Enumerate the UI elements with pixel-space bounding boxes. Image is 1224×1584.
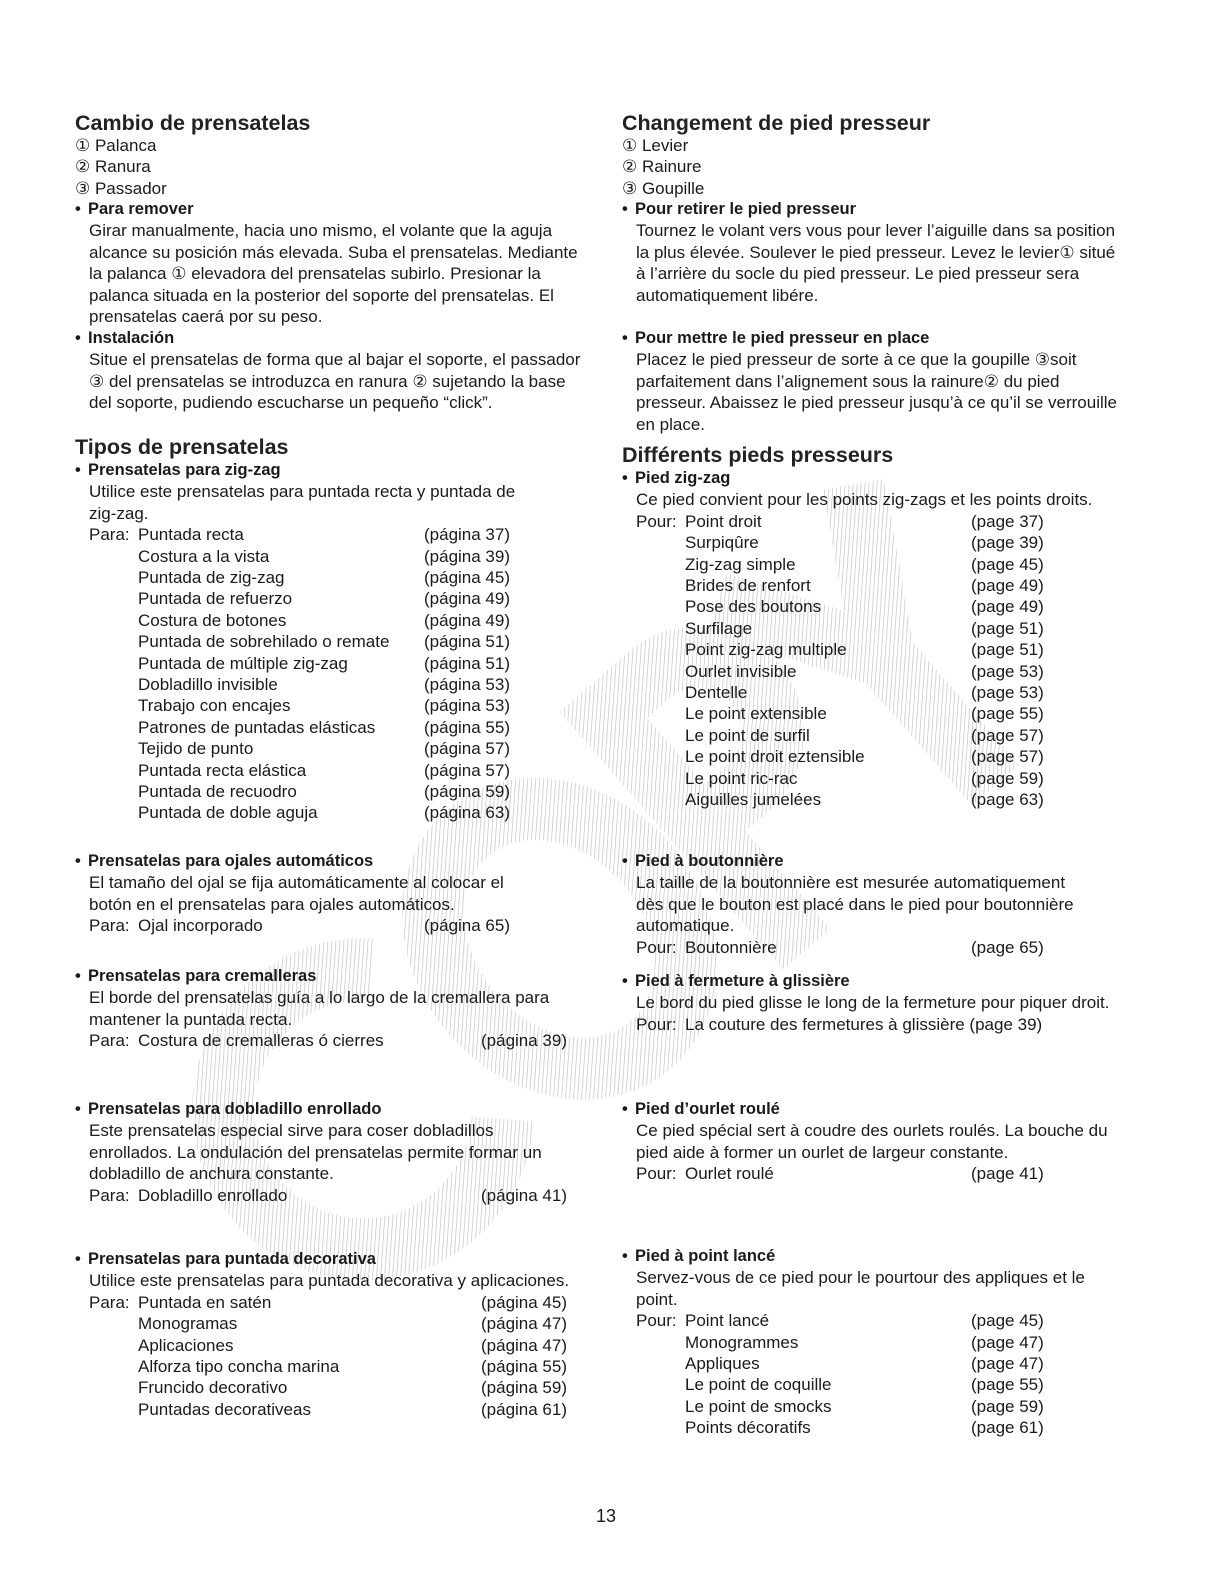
page-reference: (página 45)	[481, 1292, 568, 1312]
reference-item: Puntada recta	[138, 525, 244, 545]
reference-item: Le point droit eztensible	[685, 747, 865, 767]
page-reference: (página 57)	[424, 739, 511, 759]
paragraph-line: mantener la puntada recta.	[89, 1009, 293, 1029]
reference-item: Surpiqûre	[685, 533, 759, 553]
usage-label: Pour:	[636, 511, 677, 531]
reference-row	[89, 1185, 568, 1206]
subsection-title	[75, 966, 549, 987]
usage-label: Para:	[89, 1185, 130, 1205]
reference-item: Aplicaciones	[138, 1335, 234, 1355]
reference-item: Point lancé	[685, 1311, 770, 1331]
reference-item: Puntadas decorativeas	[138, 1399, 311, 1419]
reference-item: Fruncido decorativo	[138, 1378, 288, 1398]
subsection-title-text: Pour mettre le pied presseur en place	[635, 329, 930, 347]
page-number: 13	[596, 1506, 617, 1526]
paragraph-line: Servez-vous de ce pied pour le pourtour des appliques et le	[636, 1268, 1085, 1288]
reference-row	[89, 802, 515, 823]
bullet-icon: •	[622, 469, 628, 487]
page-reference: (page 47)	[971, 1332, 1044, 1352]
bullet-icon: •	[75, 1250, 81, 1268]
paragraph-line: Placez le pied presseur de sorte à ce que la goupille ③soit	[636, 350, 1077, 370]
subsection-title-text: Prensatelas para puntada decorativa	[88, 1250, 376, 1268]
reference-item: Aiguilles jumelées	[685, 789, 822, 809]
reference-row	[636, 1332, 1085, 1353]
subsection-title-text: Prensatelas para dobladillo enrollado	[88, 1100, 382, 1118]
paragraph-line: pied aide à former un ourlet de largeur constante.	[636, 1142, 1009, 1162]
reference-item: Appliques	[685, 1354, 760, 1373]
reference-item: Points décoratifs	[685, 1418, 811, 1438]
reference-row	[636, 575, 1092, 596]
section-bullet	[622, 851, 1074, 958]
reference-row	[636, 618, 1092, 639]
subsection-body	[75, 220, 578, 327]
reference-item: Dobladillo enrollado	[138, 1185, 288, 1205]
paragraph-line: ③ del prensatelas se introduzca en ranura ② sujetando la base	[89, 371, 566, 391]
reference-row	[636, 703, 1092, 724]
reference-row	[89, 717, 515, 738]
section-bullet	[622, 199, 1115, 306]
reference-row	[89, 738, 515, 759]
reference-row	[89, 1399, 569, 1420]
paragraph-line: Ce pied convient pour les points zig-zags et les points droits.	[636, 490, 1093, 510]
legend-item: ① Levier	[622, 136, 689, 155]
reference-item: Costura de botones	[138, 610, 287, 630]
page-reference: (page 55)	[971, 704, 1044, 724]
reference-row	[636, 1163, 1108, 1184]
reference-item: Puntada de sobrehilado o remate	[138, 632, 390, 652]
reference-row	[636, 789, 1092, 810]
legend-item: ① Palanca	[75, 136, 157, 155]
reference-row	[636, 746, 1092, 767]
usage-label: Pour:	[636, 937, 677, 957]
paragraph-line: Le bord du pied glisse le long de la fermeture pour piquer droit.	[636, 993, 1110, 1013]
page-reference: (página 47)	[481, 1335, 568, 1355]
reference-item: Le point de smocks	[685, 1396, 832, 1416]
bullet-icon: •	[622, 852, 628, 870]
page-reference: (page 53)	[971, 661, 1044, 681]
section-bullet	[75, 460, 515, 824]
reference-row	[89, 760, 515, 781]
page-reference: (page 49)	[971, 597, 1044, 617]
subsection-title	[622, 1099, 1108, 1120]
page-reference: (page 39)	[971, 533, 1044, 553]
reference-item: Boutonnière	[685, 937, 777, 957]
reference-row	[636, 725, 1092, 746]
paragraph-line: Utilice este prensatelas para puntada recta y puntada de	[89, 482, 516, 502]
subsection-title-text: Pied zig-zag	[635, 469, 731, 487]
subsection-title-text: Instalación	[88, 329, 175, 347]
subsection-title-text: Para remover	[88, 200, 194, 218]
subsection-title	[622, 971, 1109, 992]
reference-item: Puntada recta elástica	[138, 760, 307, 780]
subsection-body	[622, 1120, 1108, 1184]
usage-label: Para:	[89, 916, 130, 936]
subsection-title-text: Pied d’ourlet roulé	[635, 1100, 780, 1118]
bullet-icon: •	[75, 329, 81, 347]
reference-item: Zig-zag simple	[685, 554, 796, 574]
bullet-icon: •	[622, 200, 628, 218]
paragraph-line: point.	[636, 1289, 678, 1309]
page-reference: (página 53)	[424, 674, 511, 694]
subsection-body	[622, 220, 1115, 306]
page-reference: (página 39)	[424, 546, 511, 566]
subsection-body	[75, 1270, 569, 1420]
paragraph-line: automatiquement libére.	[636, 285, 819, 305]
subsection-body	[622, 872, 1074, 958]
paragraph-line: enrollados. La ondulación del prensatelas permite formar un	[89, 1142, 542, 1162]
page-reference: (page 37)	[971, 511, 1044, 531]
section-bullet	[75, 1099, 568, 1206]
section-bullet	[75, 1249, 569, 1420]
section-plain	[75, 135, 167, 199]
paragraph-line: à l’arrière du socle du pied presseur. Le pied presseur sera	[636, 264, 1080, 284]
section-plain	[622, 135, 704, 199]
reference-item: Trabajo con encajes	[138, 696, 291, 716]
page-reference: (página 63)	[424, 803, 511, 823]
reference-row	[89, 567, 515, 588]
paragraph-line: presseur. Abaissez le pied presseur jusqu’à ce qu’il se verrouille	[636, 393, 1117, 413]
page-reference: (page 45)	[971, 554, 1044, 574]
paragraph-line: del soporte, pudiendo escucharse un pequeño “click”.	[89, 393, 493, 413]
page-reference: (page 53)	[971, 682, 1044, 702]
reference-row	[636, 532, 1092, 553]
subsection-body	[75, 987, 568, 1051]
paragraph-line: prensatelas caerá por su peso.	[89, 307, 323, 327]
reference-item: Costura de cremalleras ó cierres	[138, 1031, 384, 1051]
bullet-icon: •	[75, 1100, 81, 1118]
subsection-body	[622, 1267, 1085, 1438]
paragraph-line: botón en el prensatelas para ojales automáticos.	[89, 894, 455, 914]
reference-row	[89, 1313, 569, 1334]
subsection-title	[622, 851, 1074, 872]
subsection-body	[75, 872, 511, 936]
section-heading	[622, 442, 893, 466]
page-reference: (página 59)	[481, 1378, 568, 1398]
reference-item: Surfilage	[685, 618, 753, 638]
reference-row	[636, 1374, 1085, 1395]
section-heading	[75, 110, 310, 134]
reference-item: Puntada en satén	[138, 1292, 272, 1312]
reference-item: Ourlet invisible	[685, 661, 797, 681]
bullet-icon: •	[622, 1100, 628, 1118]
legend-item: ③ Goupille	[622, 178, 705, 198]
subsection-title	[622, 328, 1117, 349]
reference-row	[636, 1417, 1085, 1438]
subsection-title-text: Pied à point lancé	[635, 1247, 776, 1265]
paragraph-line: La taille de la boutonnière est mesurée automatiquement	[636, 873, 1066, 893]
reference-row	[636, 1310, 1085, 1331]
usage-label: Pour:	[636, 1164, 677, 1184]
reference-item: La couture des fermetures à glissière (page 39)	[685, 1014, 1043, 1034]
reference-row	[636, 682, 1092, 703]
subsection-title	[75, 1099, 542, 1120]
section-bullet	[75, 199, 578, 327]
reference-item: Le point de surfil	[685, 725, 810, 745]
subsection-title-text: Pour retirer le pied presseur	[635, 200, 857, 218]
page-reference: (página 41)	[481, 1185, 568, 1205]
page-reference: (page 45)	[971, 1311, 1044, 1331]
reference-row	[89, 610, 515, 631]
page-reference: (página 57)	[424, 760, 511, 780]
subsection-title	[75, 460, 515, 481]
subsection-title	[622, 1246, 1085, 1267]
reference-item: Point droit	[685, 511, 762, 531]
paragraph-line: Utilice este prensatelas para puntada decorativa y aplicaciones.	[89, 1271, 570, 1291]
subsection-title	[75, 199, 578, 220]
subsection-title	[75, 851, 504, 872]
section-heading	[622, 110, 930, 134]
reference-item: Puntada de doble aguja	[138, 803, 318, 823]
reference-item: Le point de coquille	[685, 1375, 832, 1395]
bullet-icon: •	[75, 967, 81, 985]
page-reference: (página 39)	[481, 1031, 568, 1051]
subsection-body	[75, 481, 515, 823]
reference-item: Costura a la vista	[138, 546, 270, 566]
reference-item: Tejido de punto	[138, 739, 254, 759]
subsection-body	[75, 1120, 568, 1206]
subsection-body	[622, 489, 1092, 810]
reference-item: Dentelle	[685, 682, 748, 702]
bullet-icon: •	[75, 461, 81, 479]
reference-row	[636, 1353, 1085, 1374]
section-bullet	[622, 328, 1117, 435]
usage-label: Para:	[89, 525, 130, 545]
reference-row	[89, 524, 515, 545]
reference-row	[89, 781, 515, 802]
subsection-title	[75, 328, 580, 349]
paragraph-line: El borde del prensatelas guía a lo largo de la cremallera para	[89, 988, 550, 1008]
paragraph-line: Tournez le volant vers vous pour lever l’aiguille dans sa position	[636, 221, 1116, 241]
reference-row	[89, 695, 515, 716]
reference-row	[89, 546, 515, 567]
page-reference: (página 61)	[481, 1399, 568, 1419]
bullet-icon: •	[622, 329, 628, 347]
reference-item: Point zig-zag multiple	[685, 640, 847, 660]
page-reference: (página 53)	[424, 696, 511, 716]
legend-item: ② Rainure	[622, 157, 702, 177]
subsection-title-text: Prensatelas para cremalleras	[88, 967, 317, 985]
subsection-title-text: Prensatelas para zig-zag	[88, 461, 281, 479]
page-reference: (página 55)	[481, 1356, 568, 1376]
subsection-title-text: Prensatelas para ojales automáticos	[88, 852, 374, 870]
subsection-title	[75, 1249, 569, 1270]
reference-item: Puntada de múltiple zig-zag	[138, 653, 348, 673]
reference-row	[636, 768, 1092, 789]
reference-row	[89, 915, 511, 936]
reference-row	[89, 1335, 569, 1356]
paragraph-line: Situe el prensatelas de forma que al bajar el soporte, el passador	[89, 350, 581, 370]
page-reference: (page 41)	[971, 1164, 1044, 1184]
paragraph-line: palanca situada en la posterior del soporte del prensatelas. El	[89, 285, 554, 305]
reference-item: Dobladillo invisible	[138, 674, 278, 694]
section-bullet	[75, 328, 580, 414]
page-reference: (página 65)	[424, 916, 511, 936]
paragraph-line: la palanca ① elevadora del prensatelas subirlo. Presionar la	[89, 264, 541, 284]
reference-item: Alforza tipo concha marina	[138, 1356, 340, 1376]
subsection-title	[622, 468, 1092, 489]
section-bullet	[622, 971, 1109, 1035]
reference-row	[89, 674, 515, 695]
page-reference: (página 49)	[424, 589, 511, 609]
section-bullet	[622, 1099, 1108, 1185]
reference-row	[636, 1396, 1085, 1417]
reference-item: Puntada de refuerzo	[138, 589, 293, 609]
section-bullet	[75, 966, 568, 1052]
reference-row	[89, 631, 515, 652]
section-heading	[75, 434, 289, 458]
subsection-title-text: Pied à boutonnière	[635, 852, 784, 870]
page-reference: (página 37)	[424, 525, 511, 545]
paragraph-line: zig-zag.	[89, 503, 149, 523]
section-heading: Cambio de prensatelas	[75, 111, 311, 135]
bullet-icon: •	[75, 200, 81, 218]
paragraph-line: dès que le bouton est placé dans le pied pour boutonnière	[636, 894, 1074, 914]
usage-label: Para:	[89, 1292, 130, 1312]
subsection-body	[75, 349, 580, 413]
section-heading: Changement de pied presseur	[622, 111, 931, 135]
reference-row	[89, 1030, 568, 1051]
page-reference: (page 61)	[971, 1418, 1044, 1438]
paragraph-line: Ce pied spécial sert à coudre des ourlets roulés. La bouche du	[636, 1121, 1108, 1141]
subsection-title-text: Pied à fermeture à glissière	[635, 972, 850, 990]
page-reference: (page 51)	[971, 618, 1044, 638]
paragraph-line: parfaitement dans l’alignement sous la rainure② du pied	[636, 371, 1060, 391]
page-reference: (página 51)	[424, 653, 511, 673]
reference-row	[89, 1377, 569, 1398]
subsection-body	[622, 349, 1117, 435]
page-reference: (page 59)	[971, 768, 1044, 788]
section-bullet	[622, 1246, 1085, 1439]
reference-row	[89, 653, 515, 674]
reference-item: Puntada de recuodro	[138, 781, 297, 801]
paragraph-line: en place.	[636, 414, 705, 434]
page-reference: (página 47)	[481, 1314, 568, 1334]
paragraph-line: Girar manualmente, hacia uno mismo, el volante que la aguja	[89, 221, 553, 241]
reference-row	[636, 639, 1092, 660]
section-bullet	[75, 851, 511, 937]
page-reference: (página 55)	[424, 717, 511, 737]
reference-item: Pose des boutons	[685, 597, 822, 617]
legend-item: ③ Passador	[75, 178, 167, 198]
reference-item: Brides de renfort	[685, 575, 811, 595]
paragraph-line: la plus élevée. Soulever le pied presseur. Levez le levier① situé	[636, 242, 1116, 262]
bullet-icon: •	[622, 972, 628, 990]
page-reference: (page 47)	[971, 1354, 1044, 1373]
usage-label: Pour:	[636, 1311, 677, 1331]
paragraph-line: alcance su posición más elevada. Suba el prensatelas. Mediante	[89, 242, 578, 262]
section-heading: Différents pieds presseurs	[622, 443, 894, 467]
reference-row	[89, 1292, 569, 1313]
reference-item: Le point extensible	[685, 704, 827, 724]
reference-item: Puntada de zig-zag	[138, 568, 285, 587]
reference-row	[636, 1014, 1109, 1035]
page-reference: (page 65)	[971, 937, 1044, 957]
reference-row	[89, 588, 515, 609]
reference-row	[636, 661, 1092, 682]
section-heading: Tipos de prensatelas	[75, 435, 289, 459]
page-reference: (page 57)	[971, 747, 1044, 767]
usage-label: Pour:	[636, 1014, 677, 1034]
reference-row	[636, 937, 1074, 958]
reference-item: Le point ric-rac	[685, 768, 798, 788]
page-reference: (página 45)	[424, 568, 511, 587]
page-reference: (page 59)	[971, 1396, 1044, 1416]
page-reference: (página 51)	[424, 632, 511, 652]
reference-row	[636, 511, 1092, 532]
bullet-icon: •	[75, 852, 81, 870]
page-reference: (page 55)	[971, 1375, 1044, 1395]
paragraph-line: automatique.	[636, 916, 735, 936]
reference-row	[636, 554, 1092, 575]
reference-item: Monogrammes	[685, 1332, 799, 1352]
reference-item: Patrones de puntadas elásticas	[138, 717, 376, 737]
reference-item: Ojal incorporado	[138, 916, 263, 936]
section-bullet	[622, 468, 1092, 810]
reference-row	[89, 1356, 569, 1377]
subsection-body	[622, 992, 1109, 1035]
page-reference: (page 63)	[971, 789, 1044, 809]
page-reference: (page 49)	[971, 575, 1044, 595]
paragraph-line: El tamaño del ojal se fija automáticamente al colocar el	[89, 873, 504, 893]
paragraph-line: Este prensatelas especial sirve para coser dobladillos	[89, 1121, 494, 1141]
reference-row	[636, 596, 1092, 617]
page-reference: (page 57)	[971, 725, 1044, 745]
paragraph-line: dobladillo de anchura constante.	[89, 1164, 334, 1184]
page-reference: (página 49)	[424, 610, 511, 630]
reference-item: Monogramas	[138, 1314, 238, 1334]
legend-item: ② Ranura	[75, 157, 151, 177]
page-reference: (página 59)	[424, 781, 511, 801]
page-reference: (page 51)	[971, 640, 1044, 660]
subsection-title	[622, 199, 1115, 220]
usage-label: Para:	[89, 1031, 130, 1051]
reference-item: Ourlet roulé	[685, 1164, 774, 1184]
bullet-icon: •	[622, 1247, 628, 1265]
